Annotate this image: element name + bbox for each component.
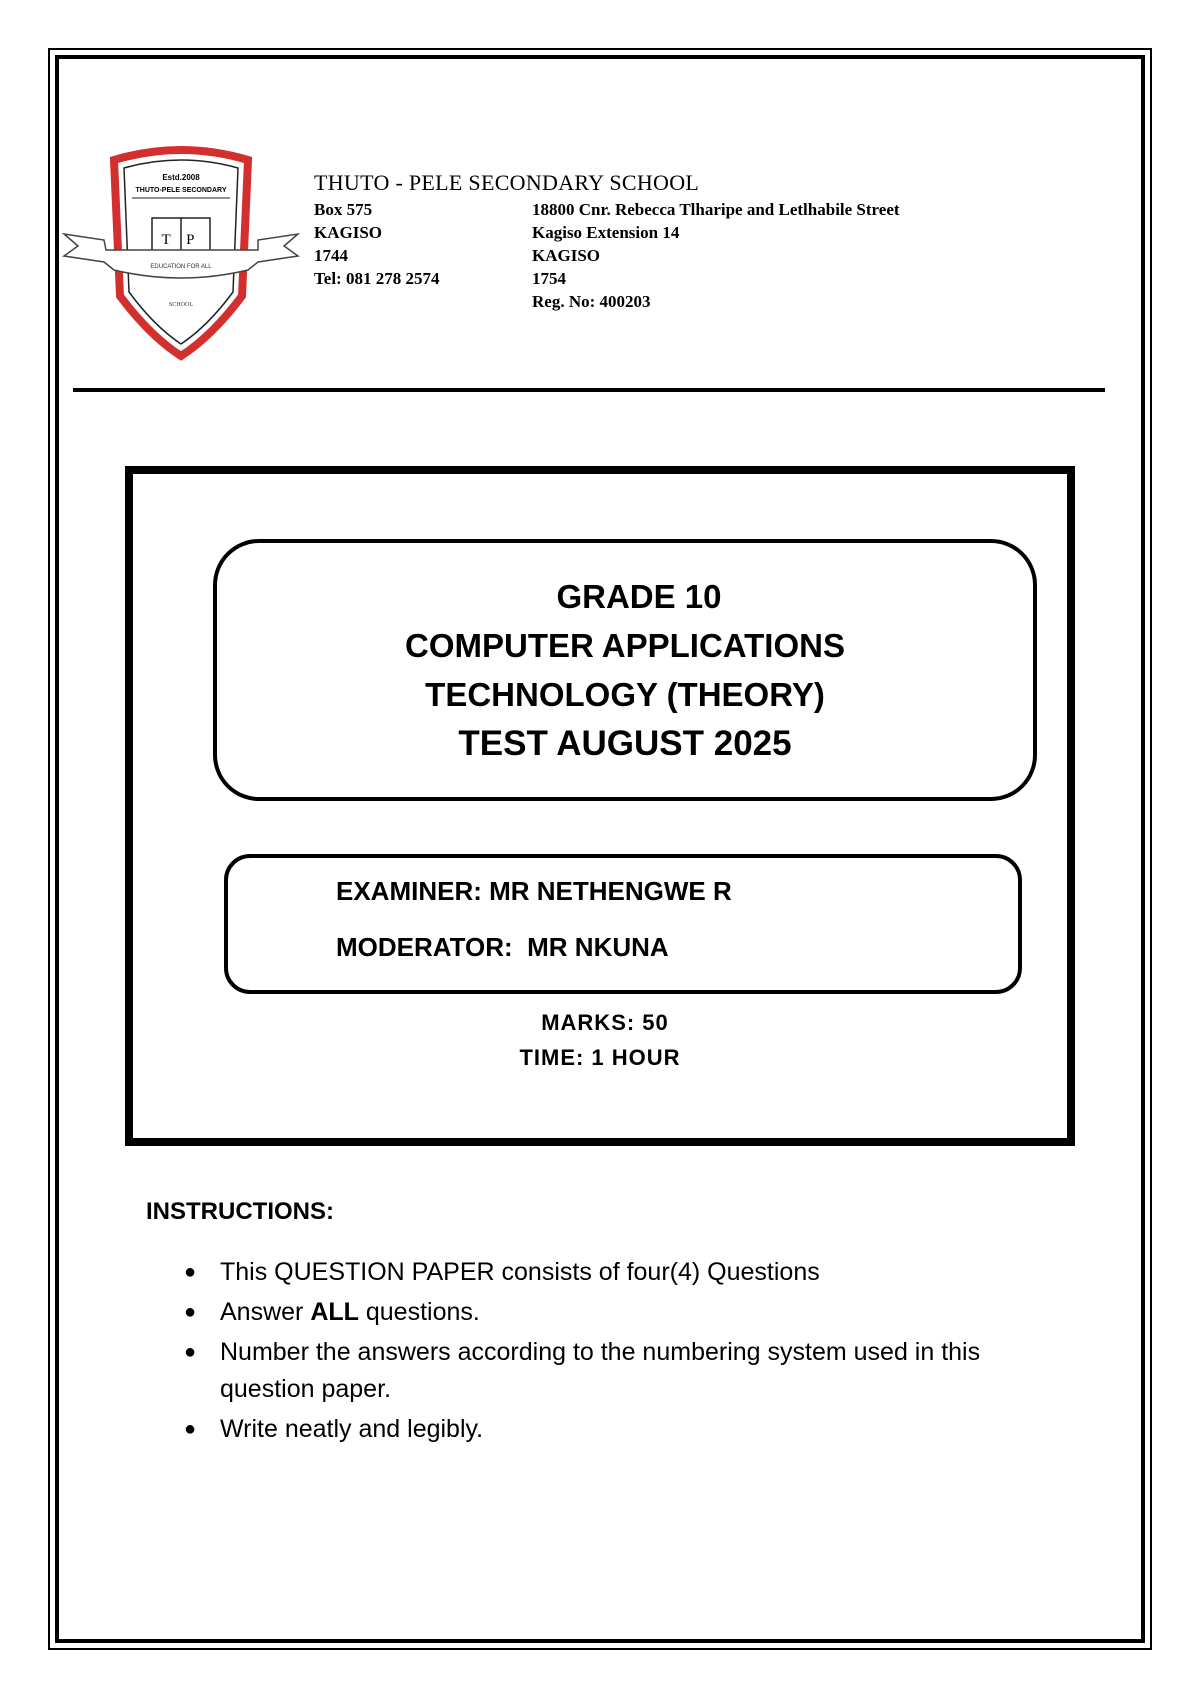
- list-item: [178, 1334, 1058, 1408]
- total-marks: MARKS: 50: [541, 1010, 669, 1035]
- list-item: [178, 1294, 1058, 1331]
- crest-estd: Estd.2008: [162, 173, 200, 182]
- school-crest-logo: [62, 146, 300, 362]
- physical-code: 1754: [532, 269, 566, 288]
- title-box: [213, 539, 1037, 801]
- list-item: [178, 1411, 1058, 1448]
- title-grade: GRADE 10: [556, 578, 722, 615]
- postal-box: Box 575: [314, 200, 373, 219]
- title-subject-2: TECHNOLOGY (THEORY): [425, 676, 825, 713]
- moderator: MODERATOR: MR NKUNA: [336, 932, 669, 962]
- crest-banner: THUTO-PELE SECONDARY: [135, 187, 227, 194]
- bullet-icon: ●: [184, 1261, 197, 1283]
- postal-town: KAGISO: [314, 223, 383, 242]
- instruction-text-end: questions.: [358, 1298, 480, 1326]
- instruction-text: This QUESTION PAPER consists of four(4) Questions: [220, 1258, 820, 1286]
- instruction-text-start: Answer: [220, 1298, 311, 1326]
- examiner-box: [224, 854, 1022, 994]
- crest-motto: EDUCATION FOR ALL: [150, 264, 212, 270]
- instruction-text: Write neatly and legibly.: [220, 1415, 484, 1443]
- title-subject-1: COMPUTER APPLICATIONS: [404, 627, 845, 664]
- time-allowed: TIME: 1 HOUR: [519, 1045, 681, 1070]
- school-telephone: Tel: 081 278 2574: [314, 269, 440, 288]
- instruction-emphasis: ALL: [310, 1298, 359, 1326]
- school-name: THUTO - PELE SECONDARY SCHOOL: [314, 170, 700, 195]
- list-item: [178, 1254, 1058, 1291]
- physical-address: [532, 198, 900, 313]
- title-test-date: TEST AUGUST 2025: [458, 724, 792, 763]
- crest-school-label: SCHOOL: [168, 302, 194, 308]
- bullet-icon: ●: [184, 1341, 197, 1363]
- suburb: Kagiso Extension 14: [532, 223, 680, 242]
- instructions-list: [178, 1254, 1058, 1451]
- postal-code: 1744: [314, 246, 348, 265]
- instruction-text: Number the answers according to the numbering system used in this question paper.: [220, 1338, 981, 1403]
- postal-address: [314, 198, 439, 290]
- crest-initials: T P: [161, 232, 201, 248]
- street-address: 18800 Cnr. Rebecca Tlharipe and Letlhabile Street: [532, 200, 900, 219]
- instructions-heading: INSTRUCTIONS:: [146, 1198, 334, 1225]
- bullet-icon: ●: [184, 1418, 197, 1440]
- town: KAGISO: [532, 246, 601, 265]
- header-divider: [73, 388, 1105, 392]
- examiner: EXAMINER: MR NETHENGWE R: [336, 876, 732, 906]
- registration-number: Reg. No: 400203: [532, 292, 651, 311]
- bullet-icon: ●: [184, 1301, 197, 1323]
